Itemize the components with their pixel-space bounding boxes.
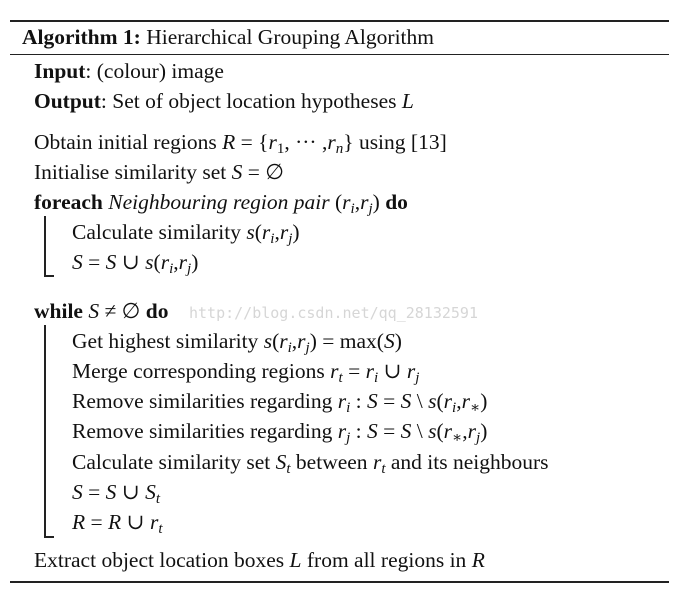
algorithm-name: Hierarchical Grouping Algorithm [146, 25, 434, 49]
step-math: L [289, 548, 302, 572]
while-block-bar [44, 325, 46, 537]
foreach-block-foot [44, 275, 54, 277]
step-math: $R = \{r_1$, ··· $,r_n$} [222, 130, 354, 157]
step-obtain-regions [34, 129, 447, 155]
step-math: S = S ∪ $S_t$ [72, 480, 161, 507]
foreach-block-bar [44, 216, 46, 276]
step-init-similarity [34, 159, 284, 185]
step-text: from all regions in [301, 548, 472, 572]
output-line [34, 88, 414, 114]
top-rule [10, 20, 669, 22]
input-line [34, 58, 224, 84]
step-math: $r_j$ : S = S \ $s(r_∗,r_j)$ [337, 419, 488, 446]
bottom-rule [10, 581, 669, 583]
algorithm-title [22, 24, 434, 50]
while-condition: S ≠ ∅ [88, 299, 141, 323]
step-text: Calculate similarity set [72, 450, 276, 474]
input-key: Input [34, 59, 86, 83]
algorithm-label: Algorithm 1: [22, 25, 141, 49]
step-text: Remove similarities regarding [72, 389, 338, 413]
while-line [34, 298, 168, 324]
step-text: Merge corresponding regions [72, 359, 331, 383]
foreach-line [34, 189, 408, 215]
step-math: R [471, 548, 485, 572]
foreach-step-calc [72, 219, 300, 245]
step-math: $S_t$ [275, 450, 291, 477]
step-text: Obtain initial regions [34, 130, 223, 154]
while-step-union-region [72, 509, 163, 535]
while-step-merge [72, 358, 419, 384]
step-math: $r_t = r_i$ ∪ $r_j$ [330, 359, 420, 386]
step-math: $s(r_i,r_j)$ [246, 220, 300, 247]
do-keyword: do [385, 190, 408, 214]
while-step-union-set [72, 479, 160, 505]
step-text: Calculate similarity [72, 220, 247, 244]
step-text: and its neighbours [385, 450, 549, 474]
foreach-step-union [72, 249, 198, 275]
step-text: Get highest similarity [72, 329, 264, 353]
output-var: L [401, 89, 414, 113]
step-text: Remove similarities regarding [72, 419, 338, 443]
foreach-keyword: foreach [34, 190, 103, 214]
while-step-remove-j [72, 418, 487, 444]
output-key: Output [34, 89, 101, 113]
foreach-condition: Neighbouring region pair [108, 190, 330, 214]
step-math: S = S ∪ $s(r_i,r_j)$ [72, 250, 199, 277]
step-math: $r_i$ : S = S \ $s(r_i,r_∗)$ [337, 389, 488, 416]
step-text: between [290, 450, 373, 474]
while-step-highest [72, 328, 402, 354]
while-keyword: while [34, 299, 83, 323]
step-text: using [13] [353, 130, 447, 154]
output-value: : Set of object location hypotheses [100, 89, 402, 113]
step-math: $r_t$ [372, 450, 386, 477]
do-keyword: do [145, 299, 169, 323]
foreach-pair: $(r_i,r_j)$ [334, 190, 380, 217]
watermark: http://blog.csdn.net/qq_28132591 [189, 304, 478, 322]
step-extract-boxes [34, 547, 485, 573]
step-text: Initialise similarity set [34, 160, 232, 184]
input-value: : (colour) image [85, 59, 224, 83]
step-math: R = R ∪ $r_t$ [72, 510, 163, 537]
while-block-foot [44, 536, 54, 538]
step-math: S = ∅ [231, 160, 285, 184]
step-math: $s(r_i,r_j) = \max(S)$ [263, 329, 402, 356]
header-rule [10, 54, 669, 55]
step-text: Extract object location boxes [34, 548, 290, 572]
while-step-remove-i [72, 388, 487, 414]
while-step-calc-set [72, 449, 549, 475]
